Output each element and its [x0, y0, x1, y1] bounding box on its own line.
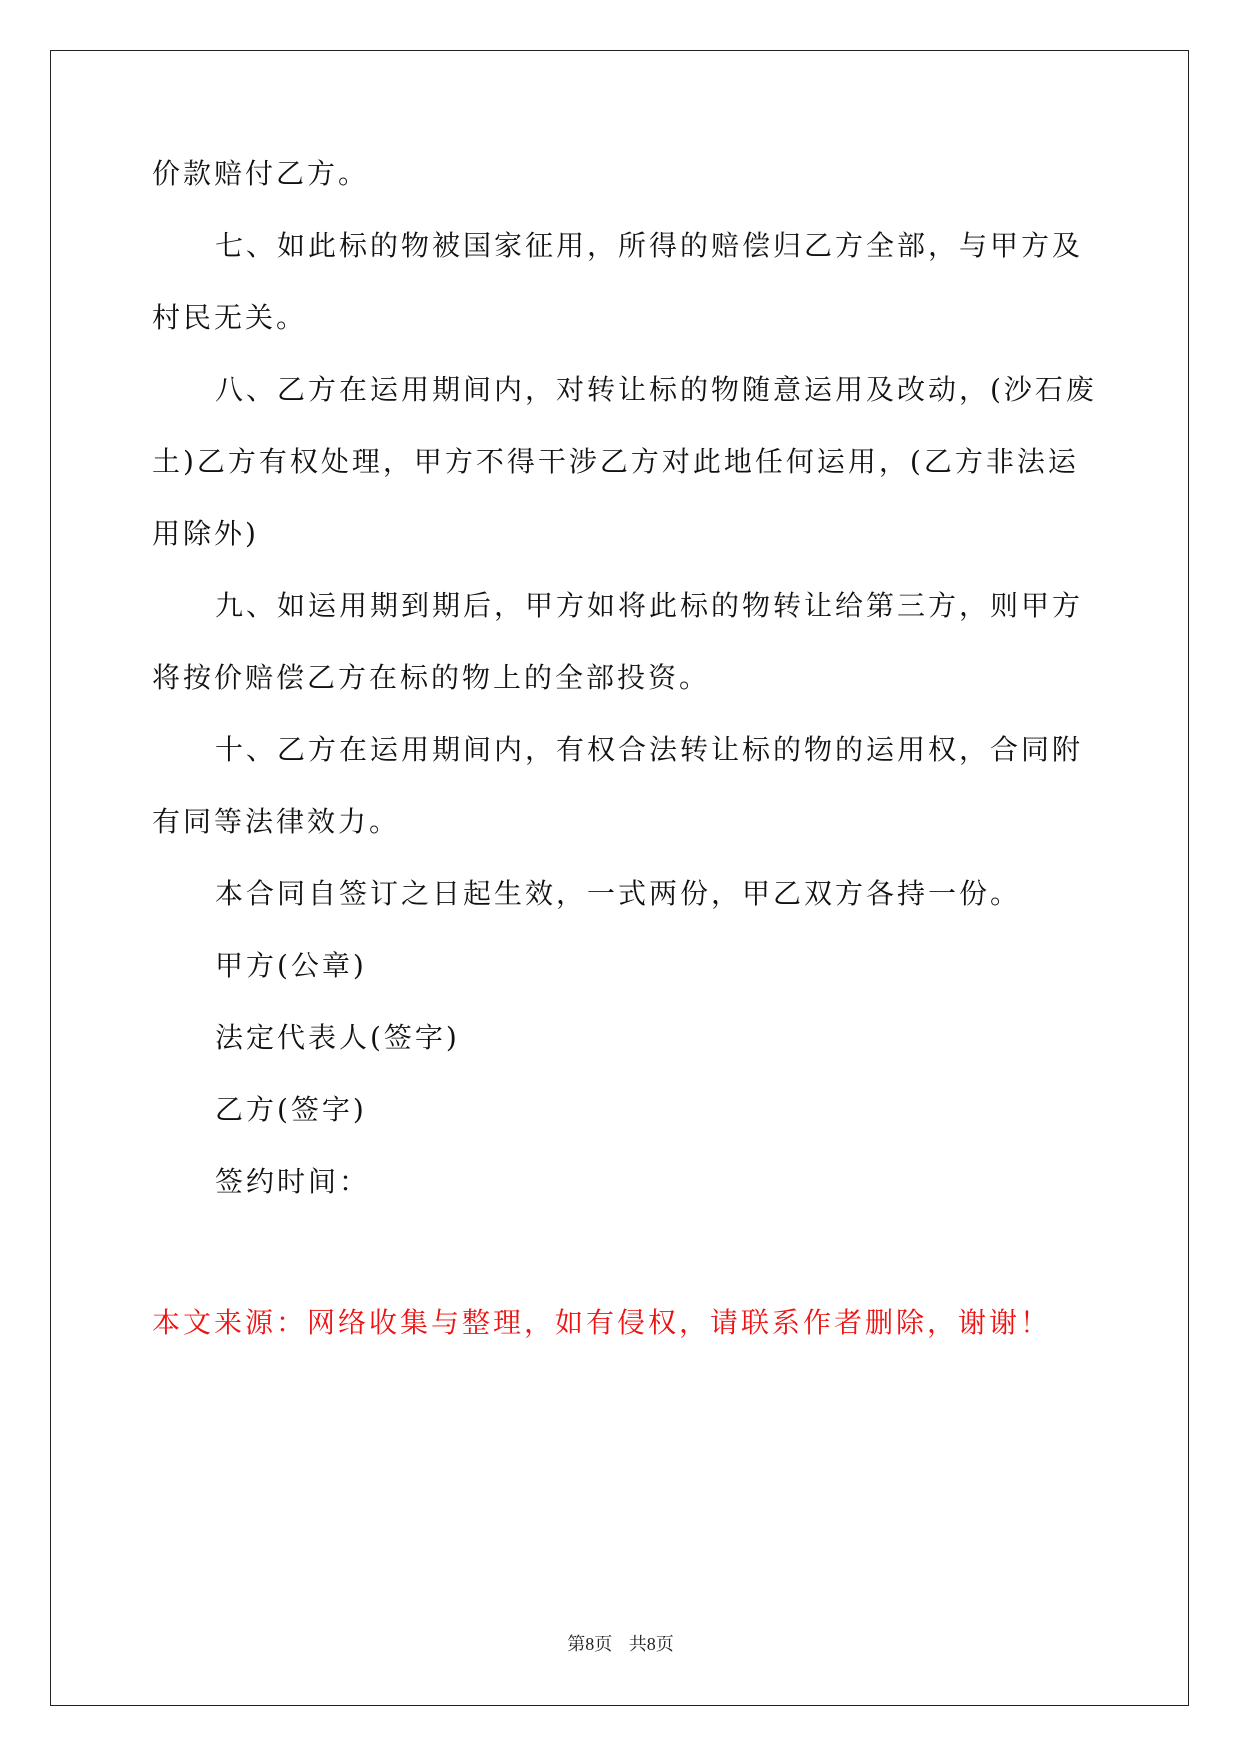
signing-time: 签约时间： [215, 1165, 371, 1198]
signature-party-a: 甲方(公章) [215, 949, 367, 982]
clause-8-line-2: 土)乙方有权处理，甲方不得干涉乙方对此地任何运用，(乙方非法运 [152, 445, 1079, 478]
page-footer [0, 1630, 1241, 1656]
source-notice: 本文来源：网络收集与整理，如有侵权，请联系作者删除，谢谢！ [152, 1306, 1052, 1339]
effective-clause: 本合同自签订之日起生效，一式两份，甲乙双方各持一份。 [215, 877, 1022, 910]
clause-10-line-1: 十、乙方在运用期间内，有权合法转让标的物的运用权，合同附 [215, 733, 1084, 766]
clause-10-line-2: 有同等法律效力。 [152, 805, 401, 838]
clause-8-line-1: 八、乙方在运用期间内，对转让标的物随意运用及改动，(沙石废 [215, 373, 1097, 406]
clause-8-line-3: 用除外) [152, 517, 259, 550]
clause-9-line-1: 九、如运用期到期后，甲方如将此标的物转让给第三方，则甲方 [215, 589, 1084, 622]
page-number-current: 第8页 [567, 1634, 613, 1654]
clause-9-line-2: 将按价赔偿乙方在标的物上的全部投资。 [152, 661, 711, 694]
paragraph-line: 价款赔付乙方。 [152, 157, 370, 190]
clause-7-line-1: 七、如此标的物被国家征用，所得的赔偿归乙方全部，与甲方及 [215, 229, 1084, 262]
signature-party-b: 乙方(签字) [215, 1093, 367, 1126]
clause-7-line-2: 村民无关。 [152, 301, 308, 334]
signature-legal-representative: 法定代表人(签字) [215, 1021, 460, 1054]
page-number-total: 共8页 [628, 1634, 674, 1654]
